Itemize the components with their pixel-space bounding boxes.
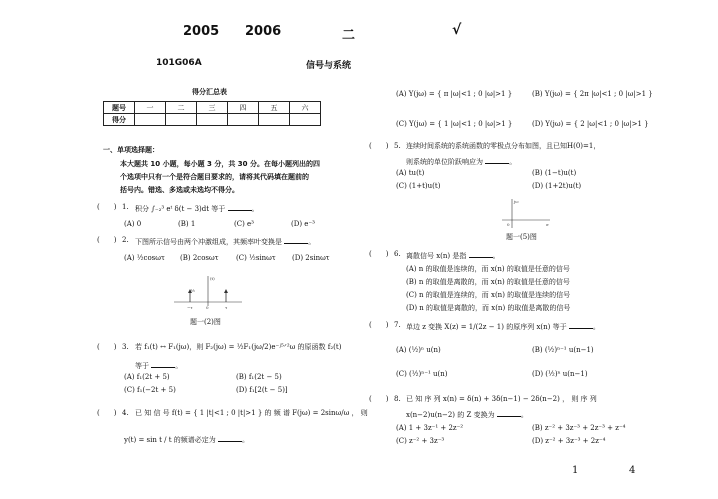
instruction-line: 个选项中只有一个是符合题目要求的，请将其代码填在题前的 xyxy=(120,173,309,181)
q7-stem: 单边 z 变换 X(z) = 1/(2z − 1) 的原序列 x(n) 等于 。 xyxy=(406,323,600,331)
score-input-cell[interactable] xyxy=(228,114,259,126)
score-input-cell[interactable] xyxy=(259,114,290,126)
score-table xyxy=(103,101,321,126)
q6-option-d: (D) n 的取值是离散的，而 x(n) 的取值是离散的信号 xyxy=(406,304,571,312)
q3-stem: 若 f₁(t) ↔ F₁(jω)，则 F₂(jω) = ½F₁(jω/2)e⁻ʲ⁵ᐟ²ω 的原函数 f₂(t) xyxy=(135,343,342,351)
q6-number: 6. xyxy=(394,250,401,258)
q2-fig-tau: τ xyxy=(225,305,228,310)
score-cell: 一 xyxy=(135,102,166,114)
score-cell: 题号 xyxy=(104,102,135,114)
score-table-header-row xyxy=(104,102,321,114)
score-input-cell[interactable] xyxy=(135,114,166,126)
page-number: 1 xyxy=(572,465,579,476)
course-code: 101G06A xyxy=(156,58,202,68)
q2-fig-ylabel: (t) xyxy=(210,276,215,281)
q4-answer-paren[interactable]: ( ) xyxy=(97,409,117,417)
q2-fig-minus-tau: −τ xyxy=(187,305,193,310)
q7-option-a: (A) (½)ⁿ u(n) xyxy=(396,346,441,354)
q6-answer-paren[interactable]: ( ) xyxy=(369,250,389,258)
q8-stem-cont: x(n−2)u(n−2) 的 Z 变换为 。 xyxy=(406,411,528,419)
section-heading: 一、单项选择题： xyxy=(103,146,159,154)
q2-option-a: (A) ½cosωτ xyxy=(124,254,165,262)
q2-stem: 下图所示信号由两个冲激组成，其频率叶变换是 。 xyxy=(135,238,316,246)
q1-option-b: (B) 1 xyxy=(178,220,196,228)
score-input-cell[interactable] xyxy=(166,114,197,126)
score-cell: 二 xyxy=(166,102,197,114)
q5-number: 5. xyxy=(394,142,401,150)
q3-option-a: (A) f₁(2t + 5) xyxy=(124,373,170,381)
q5-fig-jw: jω xyxy=(514,199,519,204)
q5-option-d: (D) (1+2t)u(t) xyxy=(532,182,582,190)
q5-fig-sigma: σ xyxy=(546,222,549,227)
q2-option-c: (C) ½sinωτ xyxy=(236,254,276,262)
q5-stem-cont: 则系统的单位阶跃响应为 。 xyxy=(406,158,517,166)
q5-pole-zero-figure xyxy=(498,196,554,230)
q8-number: 8. xyxy=(394,395,401,403)
q8-option-b: (B) z⁻² + 3z⁻³ + 2z⁻³ + z⁻⁴ xyxy=(532,424,626,432)
q6-stem: 离散信号 x(n) 是指 。 xyxy=(406,252,500,260)
q5-option-a: (A) tu(t) xyxy=(396,169,425,177)
q2-option-b: (B) 2cosωτ xyxy=(180,254,219,262)
q2-impulse-right-arrow xyxy=(224,289,228,293)
q3-option-d: (D) f₁[2(t − 5)] xyxy=(236,386,288,394)
score-input-cell[interactable] xyxy=(290,114,321,126)
q1-stem: 积分 ∫₋₂³ eᵗ δ(t − 3)dt 等于 。 xyxy=(135,205,259,213)
q7-option-d: (D) (½)ⁿ u(n−1) xyxy=(532,370,588,378)
q7-option-b: (B) (½)ⁿ⁻¹ u(n−1) xyxy=(532,346,594,354)
q2-answer-paren[interactable]: ( ) xyxy=(97,236,117,244)
q6-option-c: (C) n 的取值是连续的，而 x(n) 的取值是连续的信号 xyxy=(406,291,571,299)
q2-fig-weight: ½ xyxy=(191,288,195,293)
q6-stem-text: 离散信号 x(n) 是指 xyxy=(406,252,467,260)
q4-option-b: (B) Y(jω) = { 2π |ω|<1 ; 0 |ω|>1 } xyxy=(532,90,653,98)
q3-number: 3. xyxy=(122,343,129,351)
q1-option-a: (A) 0 xyxy=(124,220,142,228)
q7-number: 7. xyxy=(394,321,401,329)
q8-answer-paren[interactable]: ( ) xyxy=(369,395,389,403)
q7-blank[interactable] xyxy=(569,321,593,329)
q2-number: 2. xyxy=(122,236,129,244)
q4-stem2-text: y(t) = sin t / t 的频谱必定为 xyxy=(124,436,216,444)
q6-option-a: (A) n 的取值是连续的，而 x(n) 的取值是任意的信号 xyxy=(406,265,570,273)
q2-figure-caption: 题一(2)图 xyxy=(190,318,221,326)
course-name: 信号与系统 xyxy=(306,61,352,71)
q5-answer-paren[interactable]: ( ) xyxy=(369,142,389,150)
page-total: 4 xyxy=(629,465,636,476)
term-char: 二 xyxy=(342,28,356,43)
q2-option-d: (D) 2sinωτ xyxy=(292,254,330,262)
q3-blank[interactable] xyxy=(151,360,175,368)
q8-option-a: (A) 1 + 3z⁻¹ + 2z⁻² xyxy=(396,424,464,432)
q5-option-b: (B) (1−t)u(t) xyxy=(532,169,577,177)
q6-option-b: (B) n 的取值是离散的，而 x(n) 的取值是任意的信号 xyxy=(406,278,570,286)
check-mark: √ xyxy=(452,22,462,38)
q4-option-a: (A) Y(jω) = { π |ω|<1 ; 0 |ω|>1 } xyxy=(396,90,513,98)
q1-answer-paren[interactable]: ( ) xyxy=(97,203,117,211)
q3-option-c: (C) f₁(−2t + 5) xyxy=(124,386,176,394)
score-cell: 三 xyxy=(197,102,228,114)
q4-number: 4. xyxy=(122,409,129,417)
q4-option-d: (D) Y(jω) = { 2 |ω|<1 ; 0 |ω|>1 } xyxy=(532,120,649,128)
q1-stem-text: 积分 ∫₋₂³ eᵗ δ(t − 3)dt 等于 xyxy=(135,205,226,213)
score-input-cell[interactable] xyxy=(197,114,228,126)
score-cell: 得分 xyxy=(104,114,135,126)
q6-blank[interactable] xyxy=(469,250,493,258)
q4-stem-cont: y(t) = sin t / t 的频谱必定为 。 xyxy=(124,436,250,444)
q4-option-c: (C) Y(jω) = { 1 |ω|<1 ; 0 |ω|>1 } xyxy=(396,120,513,128)
q5-stem: 连续时间系统的系统函数的零极点分布如图，且已知H(0)=1， xyxy=(406,142,601,150)
q5-stem2-text: 则系统的单位阶跃响应为 xyxy=(406,158,483,166)
q2-fig-zero: 0 xyxy=(206,305,209,310)
score-cell: 六 xyxy=(290,102,321,114)
score-cell: 五 xyxy=(259,102,290,114)
q1-number: 1. xyxy=(122,203,129,211)
q7-answer-paren[interactable]: ( ) xyxy=(369,321,389,329)
q8-option-d: (D) z⁻² + 3z⁻³ + 2z⁻⁴ xyxy=(532,437,606,445)
q5-blank[interactable] xyxy=(485,156,509,164)
year-start: 2005 xyxy=(183,24,220,39)
q2-stem-text: 下图所示信号由两个冲激组成，其频率叶变换是 xyxy=(135,238,282,246)
year-end: 2006 xyxy=(245,24,282,39)
q8-blank[interactable] xyxy=(497,409,521,417)
score-table-caption: 得分汇总表 xyxy=(192,88,227,96)
q2-blank[interactable] xyxy=(284,236,308,244)
q1-option-d: (D) e⁻³ xyxy=(291,220,315,228)
q8-stem2-text: x(n−2)u(n−2) 的 Z 变换为 xyxy=(406,411,495,419)
q5-figure-caption: 题一(5)图 xyxy=(506,233,537,241)
q7-option-c: (C) (½)ⁿ⁻¹ u(n) xyxy=(396,370,448,378)
q3-answer-paren[interactable]: ( ) xyxy=(97,343,117,351)
score-cell: 四 xyxy=(228,102,259,114)
q2-impulse-figure xyxy=(168,272,248,314)
q5-option-c: (C) (1+t)u(t) xyxy=(396,182,441,190)
q8-option-c: (C) z⁻² + 3z⁻³ xyxy=(396,437,445,445)
q5-fig-origin: 0 xyxy=(507,222,510,227)
q1-blank[interactable] xyxy=(228,203,252,211)
q1-option-c: (C) e³ xyxy=(234,220,254,228)
q3-option-b: (B) f₁(2t − 5) xyxy=(236,373,282,381)
score-table-score-row xyxy=(104,114,321,126)
q3-stem-cont: 等于 。 xyxy=(135,362,183,370)
q7-stem-text: 单边 z 变换 X(z) = 1/(2z − 1) 的原序列 x(n) 等于 xyxy=(406,323,567,331)
q4-stem: 已 知 信 号 f(t) = { 1 |t|<1 ; 0 |t|>1 } 的 频 谱 F(jω) = 2sinω/ω ， 则 xyxy=(135,409,368,417)
q4-blank[interactable] xyxy=(218,434,242,442)
q3-stem2-text: 等于 xyxy=(135,362,149,370)
instruction-line: 本大题共 10 小题，每小题 3 分，共 30 分。在每小题列出的四 xyxy=(120,160,320,168)
q8-stem: 已 知 序 列 x(n) = δ(n) + 3δ(n−1) − 2δ(n−2) ， 则 序 列 xyxy=(406,395,597,403)
instruction-line: 括号内。错选、多选或未选均不得分。 xyxy=(120,186,239,194)
